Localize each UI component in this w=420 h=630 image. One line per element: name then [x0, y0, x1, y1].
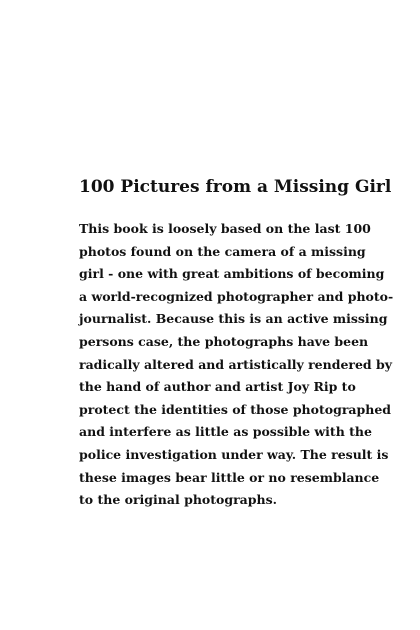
description-line: a world-recognized photographer and photo-	[79, 288, 394, 304]
description-line: persons case, the photographs have been	[79, 333, 369, 349]
description-line: police investigation under way. The result is	[79, 446, 389, 462]
description-line: and interfere as little as possible with the	[79, 424, 372, 440]
description-line: radically altered and artistically rendered by	[79, 356, 393, 372]
description-line: to the original photographs.	[79, 492, 277, 508]
description-line: the hand of author and artist Joy Rip to	[79, 379, 356, 395]
description-line: these images bear little or no resemblance	[79, 469, 380, 485]
description-line: This book is loosely based on the last 100	[79, 221, 371, 236]
book-description	[79, 218, 394, 512]
description-line: girl - one with great ambitions of becoming	[79, 266, 385, 282]
description-line: journalist. Because this is an active missing	[79, 311, 388, 327]
description-line: photos found on the camera of a missing	[79, 243, 366, 259]
book-title: 100 Pictures from a Missing Girl	[79, 177, 392, 197]
description-line: protect the identities of those photographed	[79, 401, 392, 417]
